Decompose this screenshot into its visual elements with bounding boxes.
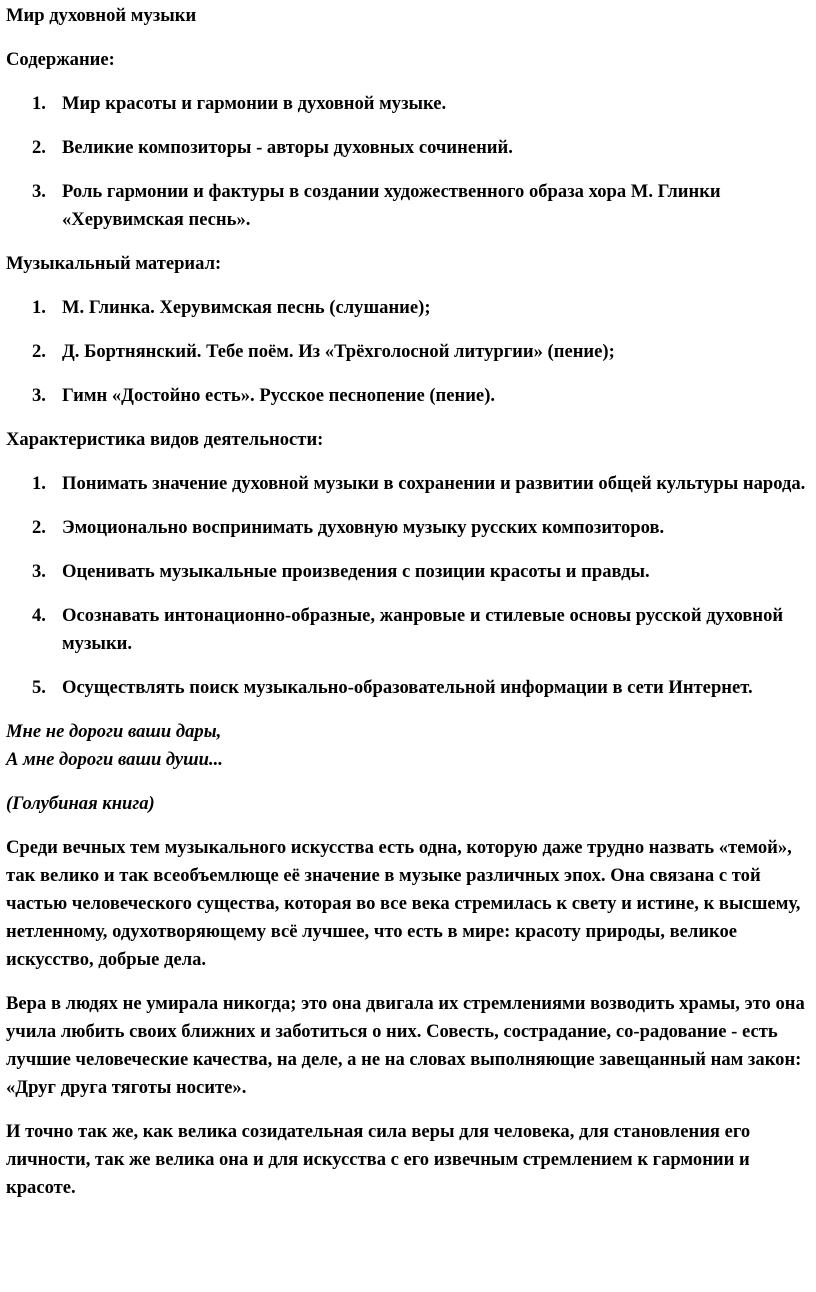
document-title: Мир духовной музыки: [6, 5, 197, 26]
paragraph-1: Среди вечных тем музыкального искусства есть одна, которую даже трудно назвать «темой», так велико и так всеобъемлюще её значение в музыке различных эпох. Она связана с той частью человеческого существа, которая во все века стремилась к свету и истине, к высшему, нетленному, одухотворяющему всё лучшее, что есть в мире: красоту природы, великое искусство, добрые дела.: [6, 837, 801, 970]
list-item: 2. Д. Бортнянский. Тебе поём. Из «Трёхголосной литургии» (пение);: [32, 341, 615, 362]
list-item: 2. Великие композиторы - авторы духовных сочинений.: [32, 137, 513, 158]
list-item: 3. Оценивать музыкальные произведения с позиции красоты и правды.: [32, 561, 650, 582]
epigraph-line-1: Мне не дороги ваши дары,: [6, 721, 222, 742]
list-item: 3. Роль гармонии и фактуры в создании художественного образа хора М. Глинки «Херувимская песнь».: [32, 181, 721, 230]
contents-heading: Содержание:: [6, 49, 115, 70]
contents-list: [6, 90, 810, 234]
epigraph-line-2: А мне дороги ваши души...: [6, 749, 223, 770]
list-item: 4. Осознавать интонационно-образные, жанровые и стилевые основы русской духовной музыки.: [32, 605, 784, 654]
list-item: 1. М. Глинка. Херувимская песнь (слушание);: [32, 297, 431, 318]
activity-heading: Характеристика видов деятельности:: [6, 429, 324, 450]
list-item: 3. Гимн «Достойно есть». Русское песнопение (пение).: [32, 385, 496, 406]
paragraph-3: И точно так же, как велика созидательная сила веры для человека, для становления его личности, так же велика она и для искусства с его извечным стремлением к гармонии и красоте.: [6, 1121, 751, 1198]
material-heading: Музыкальный материал:: [6, 253, 222, 274]
epigraph-source: (Голубиная книга): [6, 793, 155, 814]
list-item: 2. Эмоционально воспринимать духовную музыку русских композиторов.: [32, 517, 665, 538]
list-item: 1. Понимать значение духовной музыки в сохранении и развитии общей культуры народа.: [32, 473, 806, 494]
list-item: 1. Мир красоты и гармонии в духовной музыке.: [32, 93, 447, 114]
list-item: 5. Осуществлять поиск музыкально-образовательной информации в сети Интернет.: [32, 677, 753, 698]
activity-list: [6, 470, 810, 702]
material-list: [6, 294, 810, 410]
paragraph-2: Вера в людях не умирала никогда; это она двигала их стремлениями возводить храмы, это она учила любить своих ближних и заботиться о них. Совесть, сострадание, со-радование - есть лучшие человеческие качества, на деле, а не на словах выполняющие завещанный нам закон: «Друг друга тяготы носите».: [6, 993, 805, 1098]
